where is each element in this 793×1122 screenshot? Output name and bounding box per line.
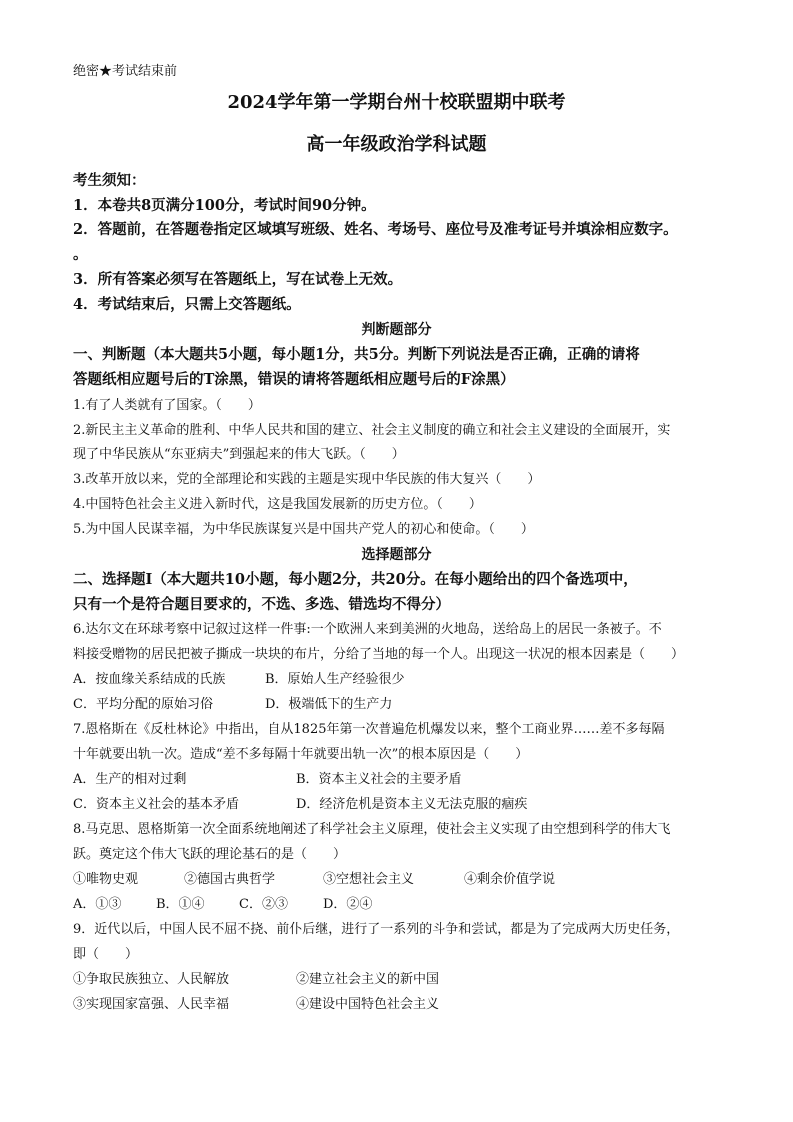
part1-section-title-cont: 答题纸相应题号后的T涂黑，错误的请将答题纸相应题号后的F涂黑） <box>73 371 515 388</box>
q8-option-c: C．②③ <box>239 897 288 912</box>
question-7: 7.恩格斯在《反杜林论》中指出，自从1825年第一次普遍危机爆发以来，整个工商业界……差不多每隔 <box>73 722 665 737</box>
q8-statement-4: ④剩余价值学说 <box>464 872 556 887</box>
question-2-cont: 现了中华民族从“东亚病夫”到强起来的伟大飞跃。（ ） <box>73 447 405 462</box>
q9-statement-2: ②建立社会主义的新中国 <box>296 972 440 987</box>
question-5: 5.为中国人民谋幸福，为中华民族谋复兴是中国共产党人的初心和使命。（ ） <box>73 522 534 537</box>
q9-statement-3: ③实现国家富强、人民幸福 <box>73 997 230 1012</box>
q6-option-c: C．平均分配的原始习俗 <box>73 697 213 712</box>
question-8-cont: 跃。奠定这个伟大飞跃的理论基石的是（ ） <box>73 847 347 862</box>
q7-option-a: A．生产的相对过剩 <box>73 772 187 787</box>
q7-option-c: C．资本主义社会的基本矛盾 <box>73 797 239 812</box>
question-8: 8.马克思、恩格斯第一次全面系统地阐述了科学社会主义原理，使社会主义实现了由空想到科学的伟大飞 <box>73 822 671 837</box>
q8-statement-3: ③空想社会主义 <box>323 872 415 887</box>
question-4: 4.中国特色社会主义进入新时代，这是我国发展新的历史方位。（ ） <box>73 497 482 512</box>
q9-statement-4: ④建设中国特色社会主义 <box>296 997 440 1012</box>
notice-item-2: 2．答题前，在答题卷指定区域填写班级、姓名、考场号、座位号及准考证号并填涂相应数字。 <box>73 221 678 238</box>
q6-option-d: D．极端低下的生产力 <box>265 697 393 712</box>
q8-option-a: A．①③ <box>73 897 122 912</box>
part2-section-title-cont: 只有一个是符合题目要求的，不选、多选、错选均不得分） <box>73 596 450 613</box>
exam-subtitle: 高一年级政治学科试题 <box>306 134 487 155</box>
q8-option-b: B．①④ <box>156 897 205 912</box>
notice-heading: 考生须知： <box>73 172 146 189</box>
question-6: 6.达尔文在环球考察中记叙过这样一件事:一个欧洲人来到美洲的火地岛，送给岛上的居民一条被子。不 <box>73 622 662 637</box>
notice-item-2-cont: 。 <box>73 246 88 263</box>
q8-statement-1: ①唯物史观 <box>73 872 139 887</box>
confidential-label: 绝密★考试结束前 <box>73 64 178 79</box>
question-6-cont: 料接受赠物的居民把被子撕成一块块的布片，分给了当地的每一个人。出现这一状况的根本因素是（ ） <box>73 647 685 662</box>
question-9-cont: 即（ ） <box>73 947 139 962</box>
question-3: 3.改革开放以来，党的全部理论和实践的主题是实现中华民族的伟大复兴（ ） <box>73 472 541 487</box>
q7-option-d: D．经济危机是资本主义无法克服的痼疾 <box>296 797 528 812</box>
q6-option-b: B．原始人生产经验很少 <box>265 672 405 687</box>
part2-section-title: 二、选择题Ⅰ（本大题共10小题，每小题2分，共20分。在每小题给出的四个备选项中， <box>73 571 638 588</box>
question-9: 9．近代以后，中国人民不屈不挠、前仆后继，进行了一系列的斗争和尝试，都是为了完成两大历史任务， <box>73 922 680 937</box>
notice-item-1: 1．本卷共8页满分100分，考试时间90分钟。 <box>73 197 376 214</box>
question-7-cont: 十年就要出轨一次。造成“差不多每隔十年就要出轨一次”的根本原因是（ ） <box>73 747 529 762</box>
question-1: 1.有了人类就有了国家。（ ） <box>73 398 261 413</box>
q8-statement-2: ②德国古典哲学 <box>184 872 276 887</box>
notice-item-3: 3．所有答案必须写在答题纸上，写在试卷上无效。 <box>73 271 403 288</box>
notice-item-4: 4．考试结束后，只需上交答题纸。 <box>73 296 301 313</box>
part1-heading: 判断题部分 <box>361 322 432 338</box>
q8-option-d: D．②④ <box>323 897 373 912</box>
q7-option-b: B．资本主义社会的主要矛盾 <box>296 772 462 787</box>
q9-statement-1: ①争取民族独立、人民解放 <box>73 972 230 987</box>
question-2: 2.新民主主义革命的胜利、中华人民共和国的建立、社会主义制度的确立和社会主义建设的全面展开，实 <box>73 423 671 438</box>
q6-option-a: A．按血缘关系结成的氏族 <box>73 672 226 687</box>
exam-title: 2024学年第一学期台州十校联盟期中联考 <box>227 92 566 113</box>
part1-section-title: 一、判断题（本大题共5小题，每小题1分，共5分。判断下列说法是否正确，正确的请将 <box>73 346 640 363</box>
part2-heading: 选择题部分 <box>361 547 432 563</box>
